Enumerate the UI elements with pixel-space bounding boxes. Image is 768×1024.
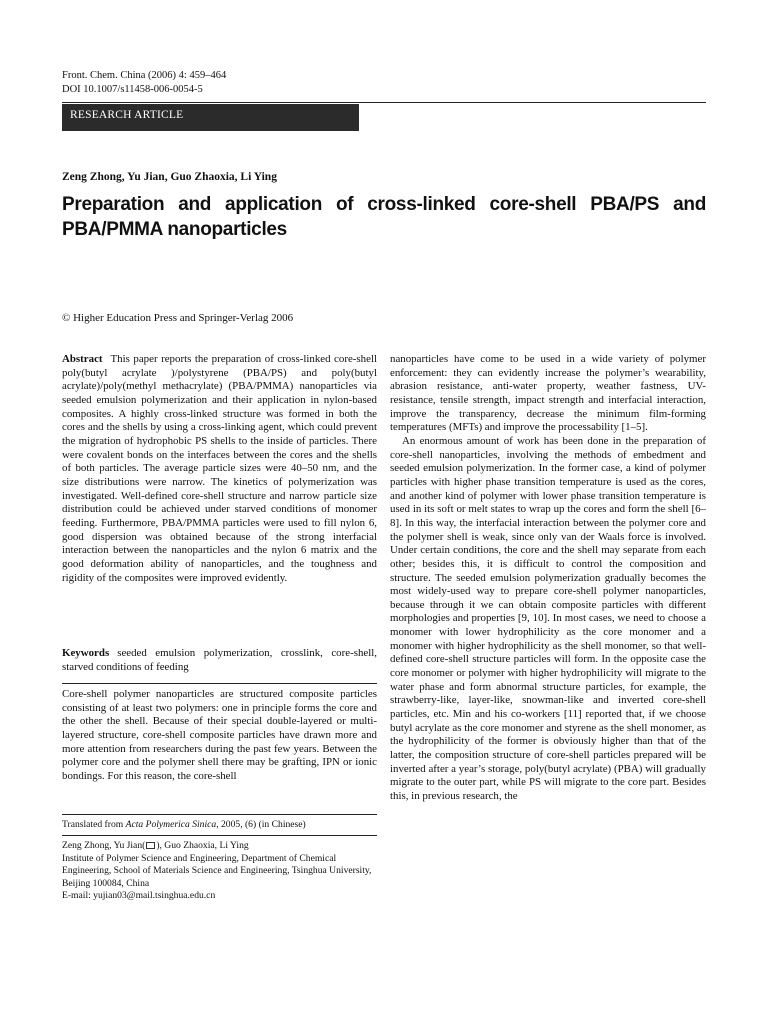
journal-info (62, 69, 226, 96)
footnote-divider-top (62, 814, 377, 815)
right-column (390, 353, 706, 804)
translation-note: Translated from Acta Polymerica Sinica, 2005, (6) (in Chinese) (62, 819, 306, 830)
footnote-divider (62, 835, 377, 836)
email-line: E-mail: yujian03@mail.tsinghua.edu.cn (62, 890, 216, 901)
affiliation-text: Institute of Polymer Science and Engineering, Department of Chemical Engineering, School of Materials Science and Engineering, Tsinghua University, Beijing 100084, China (62, 852, 372, 889)
keywords-label: Keywords (62, 647, 110, 659)
paragraph: nanoparticles have come to be used in a wide variety of polymer enforcement: they can evidently increase the polymer’s wearability, abrasion resistance, anti-water property, weather fastness, UV-resistance, tensile strength, impact strength and interfacial interaction, improve the transparency, decrease the minimum film-forming temperatures (MFTs) and improve the processability [1–5]. (390, 353, 706, 434)
header-rule (62, 102, 706, 103)
abstract-text: This paper reports the preparation of cross-linked core-shell poly(butyl acrylate )/polystyrene (PBA/PS) and poly(butyl acrylate)/poly(methyl methacrylate) (PBA/PMMA) nanoparticles via seeded emulsion polymerization and their application in nylon-based composites. A highly cross-linked structure was formed in both the cores and the shells by using a cross-linking agent, which could prevent the migration of hydrophobic PS shells to the inside of particles. There were covalent bonds on the interfaces between the cores and the shells of both particles. The average particle sizes were 40–50 nm, and the size distributions were narrow. The kinetics of polymerization was investigated. Well-defined core-shell structure and narrow particle size distribution could be achieved under starved conditions of monomer feeding. Furthermore, PBA/PMMA particles were used to fill nylon 6, good dispersion was obtained because of the strong interfacial interaction between the nanoparticles and the nylon 6 matrix and the good deformation ability of nanoparticles, and the toughness and rigidity of the composites were improved evidently. (62, 353, 377, 584)
paragraph: An enormous amount of work has been done in the preparation of core-shell nanoparticles, involving the methods of embedment and seeded emulsion polymerization. In the former case, a kind of polymer particles with higher phase transition temperature is used as the cores, and another kind of polymer with lower phase transition temperature is used in its soft or melt states to wrap up the cores and form the shell [6–8]. In this way, the interfacial interaction between the polymer core and the polymer shell is weak, since only van der Waals force is involved. Under certain conditions, the core and the shell may separate from each other; besides this, it is difficult to control the composition and structure. The seeded emulsion polymerization gradually becomes the most widely-used way to prepare core-shell polymer nanoparticles, because through it we can obtain composite particles with different morphologies and properties [9, 10]. In most cases, we need to choose a monomer with lower hydrophilicity as the core monomer and a monomer with higher hydrophilicity as the shell monomer, so that well-defined core-shell structure particles will form. In the opposite case the core monomer or polymer with higher hydrophilicity will migrate to the water phase and form abnormal structure particles, for example, the strawberry-like, layer-like, snowman-like and inverted core-shell particles, etc. Min and his co-workers [11] reported that, if we choose butyl acrylate as the core monomer and styrene as the shell monomer, as the hydrophilicity of the former is obviously higher than that of the latter, the composition structure of core-shell particles prepared will be inverted after a year’s storage, poly(butyl acrylate) (PBA) will gradually migrate to the outer part, while PS will migrate to the core part. Besides this, in previous research, the (390, 434, 706, 802)
source-journal: Acta Polymerica Sinica (125, 819, 217, 830)
abstract (62, 353, 377, 585)
doi: DOI 10.1007/s11458-006-0054-5 (62, 83, 203, 95)
keywords-divider (62, 683, 377, 684)
author-list: Zeng Zhong, Yu Jian, Guo Zhaoxia, Li Ying (62, 171, 277, 183)
keywords-text: seeded emulsion polymerization, crosslink, core-shell, starved conditions of feeding (62, 647, 377, 673)
author-affiliation (62, 840, 377, 903)
introduction-text: Core-shell polymer nanoparticles are structured composite particles consisting of at least two polymers: one in principle forms the core and the other the shell. Because of their special double-layered or multi-layered structure, core-shell composite particles have drawn more and more attention from researchers during the past few years. Between the polymer core and the polymer shell there may be grafting, IPN or ionic bondings. For this reason, the core-shell (62, 688, 377, 782)
copyright-notice: © Higher Education Press and Springer-Verlag 2006 (62, 312, 294, 324)
keywords (62, 647, 377, 674)
article-type-banner: RESEARCH ARTICLE (62, 104, 359, 131)
journal-citation: Front. Chem. China (2006) 4: 459–464 (62, 70, 227, 81)
paper-title: Preparation and application of cross-linked core-shell PBA/PS and PBA/PMMA nanoparticles (62, 194, 706, 240)
footnote-authors: Zeng Zhong, Yu Jian( ), Guo Zhaoxia, Li Ying (62, 840, 249, 851)
envelope-icon (146, 842, 155, 849)
abstract-label: Abstract (62, 353, 103, 365)
